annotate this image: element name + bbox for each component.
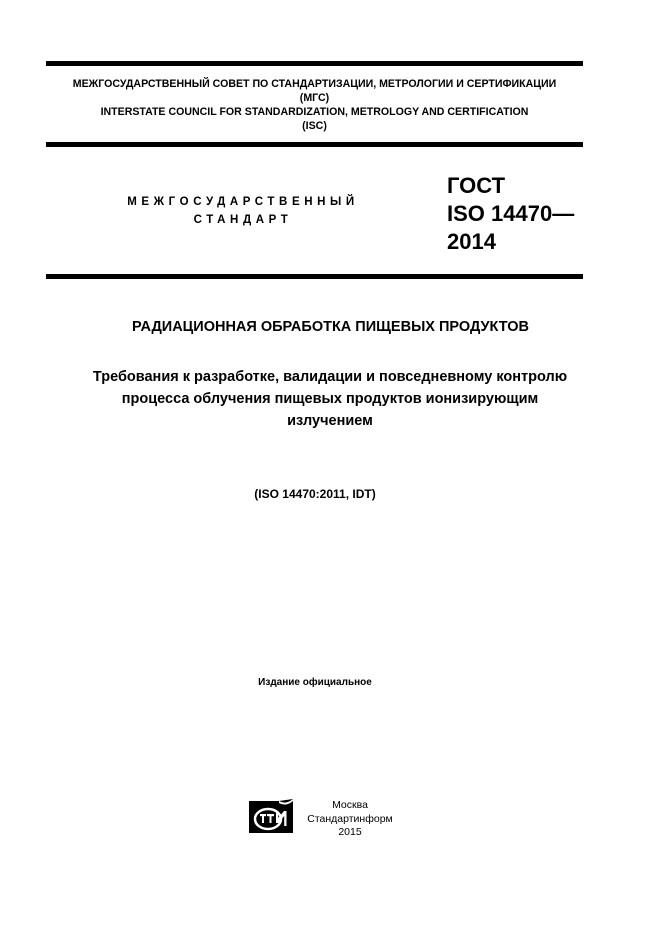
council-header — [46, 77, 583, 133]
subtitle-line1: Требования к разработке, валидации и повседневному контролю — [92, 369, 568, 385]
publisher-info — [300, 799, 400, 840]
document-subtitle — [46, 366, 614, 432]
gost-year: 2014 — [447, 229, 496, 254]
standartinform-logo-icon — [249, 799, 294, 835]
standard-type — [110, 193, 376, 229]
standard-divider — [46, 274, 583, 279]
document-title: РАДИАЦИОННАЯ ОБРАБОТКА ПИЩЕВЫХ ПРОДУКТОВ — [132, 319, 529, 335]
council-ru-abbr: (МГС) — [299, 92, 330, 104]
standard-type-line2: СТАНДАРТ — [193, 214, 293, 226]
official-edition-label: Издание официальное — [258, 677, 372, 688]
publisher-name: Стандартинформ — [307, 812, 393, 825]
council-en-abbr: (ISC) — [302, 120, 327, 132]
subtitle-line2: процесса облучения пищевых продуктов ионизирующим — [121, 391, 539, 407]
publication-year: 2015 — [338, 826, 362, 838]
gost-number: ISO 14470— — [447, 201, 575, 226]
header-divider — [46, 142, 583, 147]
publisher-city: Москва — [332, 799, 368, 811]
standard-type-line1: МЕЖГОСУДАРСТВЕННЫЙ — [127, 196, 359, 208]
top-divider — [46, 61, 583, 66]
iso-reference: (ISO 14470:2011, IDT) — [254, 487, 376, 501]
council-ru-name: МЕЖГОСУДАРСТВЕННЫЙ СОВЕТ ПО СТАНДАРТИЗАЦИИ, МЕТРОЛОГИИ И СЕРТИФИКАЦИИ — [72, 78, 557, 90]
gost-label: ГОСТ — [447, 173, 506, 198]
gost-designation — [447, 172, 574, 256]
subtitle-line3: излучением — [287, 413, 373, 429]
council-en-name: INTERSTATE COUNCIL FOR STANDARDIZATION, METROLOGY AND CERTIFICATION — [100, 106, 529, 118]
